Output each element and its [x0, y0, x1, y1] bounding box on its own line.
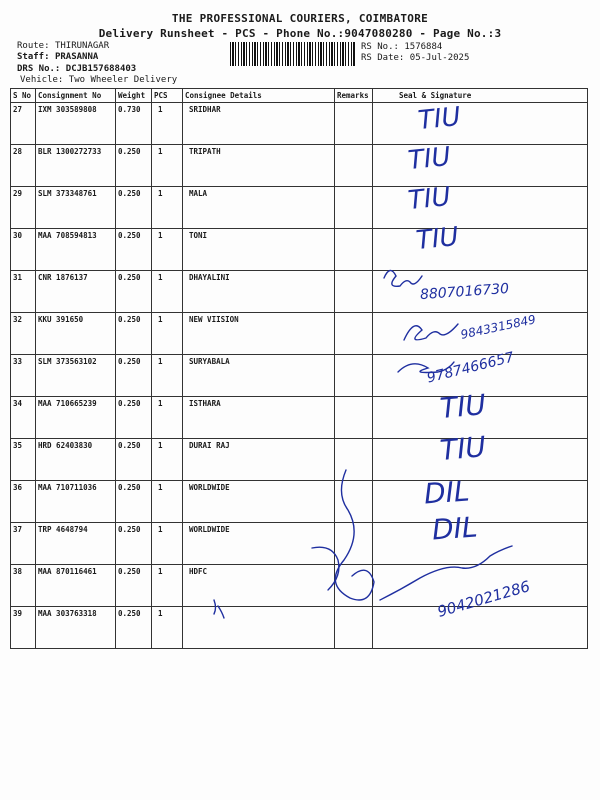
- col-weight: Weight: [116, 89, 152, 103]
- handwritten-phone: 8807016730: [419, 280, 510, 304]
- drs-line: DRS No.: DCJB157688403: [17, 64, 137, 74]
- table-row: 28 BLR 1300272733 0.250 1 TRIPATH: [11, 145, 588, 187]
- handwritten-dl: DIL: [430, 510, 479, 547]
- handwritten-tiu: TIU: [438, 430, 488, 467]
- staff-value: PRASANNA: [54, 52, 99, 62]
- table-row: 34 MAA 710665239 0.250 1 ISTHARA: [11, 397, 588, 439]
- rs-date-value: 05-Jul-2025: [409, 53, 470, 63]
- handwritten-phone: 9843315849: [459, 312, 537, 342]
- table-row: 37 TRP 4648794 0.250 1 WORLDWIDE: [11, 523, 588, 565]
- company-title: THE PROFESSIONAL COURIERS, COIMBATORE: [171, 12, 429, 25]
- table-row: 31 CNR 1876137 0.250 1 DHAYALINI: [11, 271, 588, 313]
- runsheet-title: Delivery Runsheet - PCS - Phone No.:9047080280 - Page No.:3: [98, 27, 502, 40]
- route-value: THIRUNAGAR: [54, 41, 110, 51]
- table-row: 39 MAA 303763318 0.250 1: [11, 607, 588, 649]
- col-pcs: PCS: [152, 89, 183, 103]
- col-remarks: Remarks: [335, 89, 373, 103]
- rs-date-line: RS Date: 05-Jul-2025: [361, 53, 470, 63]
- table-row: 33 SLM 373563102 0.250 1 SURYABALA: [11, 355, 588, 397]
- table-row: 27 IXM 303589808 0.730 1 SRIDHAR: [11, 103, 588, 145]
- route-line: Route: THIRUNAGAR: [17, 41, 110, 51]
- staff-line: Staff: PRASANNA: [17, 52, 99, 62]
- col-consignment: Consignment No: [36, 89, 116, 103]
- rs-no-line: RS No.: 1576884: [361, 42, 443, 52]
- handwritten-phone: 9042021286: [435, 577, 533, 621]
- drs-value: DCJB157688403: [65, 64, 137, 74]
- handwritten-tiu: TIU: [416, 101, 463, 137]
- vehicle-line: Vehicle: Two Wheeler Delivery: [20, 75, 178, 85]
- vehicle-value: Two Wheeler Delivery: [68, 75, 178, 85]
- barcode-image: [230, 42, 356, 66]
- table-row: 38 MAA 870116461 0.250 1 HDFC: [11, 565, 588, 607]
- table-header-row: [11, 89, 588, 103]
- table-row: 29 SLM 373348761 0.250 1 MALA: [11, 187, 588, 229]
- table-row: 30 MAA 708594813 0.250 1 TONI: [11, 229, 588, 271]
- col-signature: Seal & Signature: [373, 89, 588, 103]
- col-consignee: Consignee Details: [183, 89, 335, 103]
- table-row: 36 MAA 710711036 0.250 1 WORLDWIDE: [11, 481, 588, 523]
- handwritten-dl: DIL: [422, 474, 471, 511]
- col-sno: S No: [11, 89, 36, 103]
- handwritten-tiu: TIU: [406, 181, 453, 217]
- handwritten-phone: 9787466657: [425, 349, 516, 387]
- table-row: 32 KKU 391650 0.250 1 NEW VIISION: [11, 313, 588, 355]
- handwritten-tiu: TIU: [414, 221, 461, 257]
- handwritten-tiu: TIU: [438, 388, 488, 425]
- rs-no-value: 1576884: [404, 42, 443, 52]
- table-row: 35 HRD 62403830 0.250 1 DURAI RAJ: [11, 439, 588, 481]
- handwritten-tiu: TIU: [406, 141, 453, 177]
